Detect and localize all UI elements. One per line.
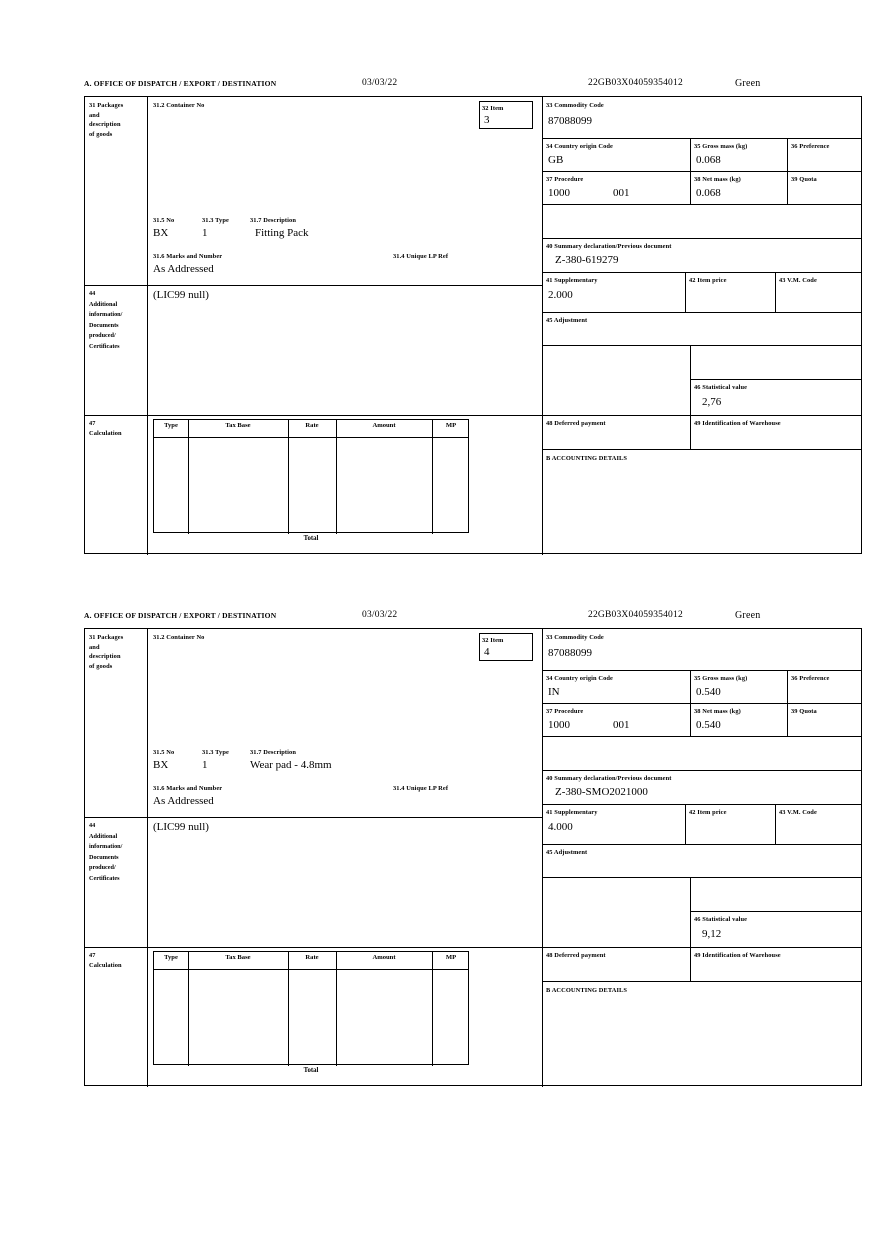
- package-description-label: 31.7 Description: [250, 749, 296, 756]
- line-box45-bottom: [542, 877, 862, 878]
- calc-col-amount: Amount: [372, 422, 396, 429]
- box39-label: 39 Quota: [791, 708, 817, 715]
- box33-label: 33 Commodity Code: [546, 102, 604, 109]
- office-of-dispatch-label: A. OFFICE OF DISPATCH / EXPORT / DESTINATION: [84, 79, 277, 88]
- calculation-total-label: Total: [303, 1067, 319, 1074]
- box45-label: 45 Adjustment: [546, 849, 588, 856]
- box35-value: 0.540: [696, 686, 721, 698]
- box34-label: 34 Country origin Code: [546, 143, 613, 150]
- box46-value: 9,12: [702, 928, 722, 940]
- package-type-label: 31.3 Type: [202, 749, 229, 756]
- box44-value: (LIC99 null): [153, 821, 209, 833]
- line-box40-bottom: [542, 272, 862, 273]
- box32-item: [479, 101, 533, 129]
- box42-label: 42 Item price: [689, 809, 727, 816]
- divider-box48-49: [690, 947, 691, 981]
- package-description-value: Wear pad - 4.8mm: [250, 759, 332, 771]
- divider-box46-left: [690, 345, 691, 415]
- dotted-divider-box46: [542, 877, 543, 947]
- box32-label: 32 Item: [482, 105, 504, 112]
- dotted-divider-box46: [542, 345, 543, 415]
- box46-label: 46 Statistical value: [694, 384, 748, 391]
- line-box31-bottom: [85, 817, 542, 818]
- calc-col-rate: Rate: [305, 422, 319, 429]
- box35-label: 35 Gross mass (kg): [694, 675, 748, 682]
- box40-label: 40 Summary declaration/Previous document: [546, 243, 672, 250]
- package-type-value: 1: [202, 227, 208, 239]
- box35-label: 35 Gross mass (kg): [694, 143, 748, 150]
- box36-label: 36 Preference: [791, 143, 830, 150]
- box43-label: 43 V.M. Code: [779, 277, 817, 284]
- box43-label: 43 V.M. Code: [779, 809, 817, 816]
- box44-label: 44 Additional information/ Documents produced/ Certificates: [89, 290, 123, 350]
- box49-label: 49 Identification of Warehouse: [694, 420, 781, 427]
- declaration-box: [84, 96, 862, 554]
- calc-divider-2: [288, 420, 289, 534]
- box37-label: 37 Procedure: [546, 176, 584, 183]
- box40-value: Z-380-SMO2021000: [555, 786, 648, 798]
- declaration-date: 03/03/22: [362, 78, 398, 88]
- box32-value: 3: [484, 113, 490, 126]
- movement-reference-number: 22GB03X04059354012: [588, 610, 683, 620]
- calculation-total-label: Total: [303, 535, 319, 542]
- package-description-value: Fitting Pack: [255, 227, 309, 239]
- package-no-label: 31.5 No: [153, 217, 175, 224]
- status-badge: Green: [735, 78, 761, 89]
- box44-value: (LIC99 null): [153, 289, 209, 301]
- divider-left-column: [147, 629, 148, 963]
- status-badge: Green: [735, 610, 761, 621]
- box48-label: 48 Deferred payment: [546, 952, 606, 959]
- calc-divider-1: [188, 952, 189, 1066]
- divider-box47-left: [147, 415, 148, 555]
- box31-label: 31 Packages and description of goods: [89, 102, 124, 138]
- movement-reference-number: 22GB03X04059354012: [588, 78, 683, 88]
- box37-value-additional: 001: [613, 719, 630, 731]
- divider-box41-42: [685, 804, 686, 844]
- box47-label: 47 Calculation: [89, 952, 122, 969]
- line-box48-bottom: [542, 981, 862, 982]
- unique-lp-ref-label: 31.4 Unique LP Ref: [393, 253, 449, 260]
- box37-value-additional: 001: [613, 187, 630, 199]
- divider-box47-right: [542, 947, 543, 1087]
- line-box40-bottom: [542, 804, 862, 805]
- package-type-value: 1: [202, 759, 208, 771]
- box33-value: 87088099: [548, 115, 592, 127]
- boxB-label: B ACCOUNTING DETAILS: [546, 987, 628, 994]
- form-header: [84, 610, 862, 628]
- box32-item: [479, 633, 533, 661]
- customs-declaration-form-2: [84, 610, 862, 1086]
- box37-value-procedure: 1000: [548, 187, 570, 199]
- line-box46-top: [690, 911, 862, 912]
- box41-label: 41 Supplementary: [546, 277, 598, 284]
- box34-label: 34 Country origin Code: [546, 675, 613, 682]
- divider-box47-left: [147, 947, 148, 1087]
- box34-value: IN: [548, 686, 560, 698]
- box46-label: 46 Statistical value: [694, 916, 748, 923]
- customs-declaration-form-1: [84, 78, 862, 554]
- divider-box48-49: [690, 415, 691, 449]
- box49-label: 49 Identification of Warehouse: [694, 952, 781, 959]
- divider-box42-43: [775, 804, 776, 844]
- declaration-date: 03/03/22: [362, 610, 398, 620]
- calc-divider-4: [432, 952, 433, 1066]
- calculation-header-row: [154, 420, 468, 438]
- box48-label: 48 Deferred payment: [546, 420, 606, 427]
- line-box40-top: [542, 770, 862, 771]
- line-box44-bottom: [85, 415, 862, 416]
- box32-label: 32 Item: [482, 637, 504, 644]
- box33-label: 33 Commodity Code: [546, 634, 604, 641]
- declaration-box: [84, 628, 862, 1086]
- calc-col-mp: MP: [445, 954, 457, 961]
- divider-box47-right: [542, 415, 543, 555]
- box32-value: 4: [484, 645, 490, 658]
- package-description-label: 31.7 Description: [250, 217, 296, 224]
- package-no-value: BX: [153, 227, 169, 239]
- box31-label: 31 Packages and description of goods: [89, 634, 124, 670]
- marks-number-label: 31.6 Marks and Number: [153, 253, 223, 260]
- calc-col-amount: Amount: [372, 954, 396, 961]
- line-box33-bottom: [542, 670, 862, 671]
- calculation-table: [153, 419, 469, 533]
- box38-label: 38 Net mass (kg): [694, 708, 741, 715]
- line-box34-bottom: [542, 703, 862, 704]
- line-box33-bottom: [542, 138, 862, 139]
- box39-label: 39 Quota: [791, 176, 817, 183]
- office-of-dispatch-label: A. OFFICE OF DISPATCH / EXPORT / DESTINATION: [84, 611, 277, 620]
- box46-value: 2,76: [702, 396, 722, 408]
- box36-label: 36 Preference: [791, 675, 830, 682]
- line-box31-bottom: [85, 285, 542, 286]
- box38-label: 38 Net mass (kg): [694, 176, 741, 183]
- calc-col-type: Type: [164, 954, 178, 961]
- package-type-label: 31.3 Type: [202, 217, 229, 224]
- box44-label: 44 Additional information/ Documents produced/ Certificates: [89, 822, 123, 882]
- calculation-header-row: [154, 952, 468, 970]
- line-box44-bottom: [85, 947, 862, 948]
- box41-label: 41 Supplementary: [546, 809, 598, 816]
- box40-label: 40 Summary declaration/Previous document: [546, 775, 672, 782]
- calc-col-tax-base: Tax Base: [225, 422, 251, 429]
- box37-value-procedure: 1000: [548, 719, 570, 731]
- box38-value: 0.068: [696, 187, 721, 199]
- line-box41-bottom: [542, 844, 862, 845]
- calculation-table: [153, 951, 469, 1065]
- divider-left-column: [147, 97, 148, 431]
- box33-value: 87088099: [548, 647, 592, 659]
- unique-lp-ref-label: 31.4 Unique LP Ref: [393, 785, 449, 792]
- line-box37-bottom: [542, 736, 862, 737]
- line-box48-bottom: [542, 449, 862, 450]
- form-header: [84, 78, 862, 96]
- line-box46-top: [690, 379, 862, 380]
- package-no-label: 31.5 No: [153, 749, 175, 756]
- line-box37-bottom: [542, 204, 862, 205]
- package-no-value: BX: [153, 759, 169, 771]
- container-no-label: 31.2 Container No: [153, 102, 205, 109]
- marks-number-label: 31.6 Marks and Number: [153, 785, 223, 792]
- box35-value: 0.068: [696, 154, 721, 166]
- boxB-label: B ACCOUNTING DETAILS: [546, 455, 628, 462]
- line-box41-bottom: [542, 312, 862, 313]
- container-no-label: 31.2 Container No: [153, 634, 205, 641]
- box42-label: 42 Item price: [689, 277, 727, 284]
- calc-col-rate: Rate: [305, 954, 319, 961]
- box47-label: 47 Calculation: [89, 420, 122, 437]
- marks-number-value: As Addressed: [153, 795, 214, 807]
- box38-value: 0.540: [696, 719, 721, 731]
- calc-col-tax-base: Tax Base: [225, 954, 251, 961]
- calc-divider-2: [288, 952, 289, 1066]
- box41-value: 4.000: [548, 821, 573, 833]
- divider-box41-42: [685, 272, 686, 312]
- box37-label: 37 Procedure: [546, 708, 584, 715]
- line-box34-bottom: [542, 171, 862, 172]
- box41-value: 2.000: [548, 289, 573, 301]
- divider-box42-43: [775, 272, 776, 312]
- calc-col-mp: MP: [445, 422, 457, 429]
- box45-label: 45 Adjustment: [546, 317, 588, 324]
- calc-divider-4: [432, 420, 433, 534]
- calc-divider-1: [188, 420, 189, 534]
- calc-divider-3: [336, 420, 337, 534]
- box40-value: Z-380-619279: [555, 254, 619, 266]
- line-box40-top: [542, 238, 862, 239]
- box34-value: GB: [548, 154, 564, 166]
- divider-box46-left: [690, 877, 691, 947]
- calc-divider-3: [336, 952, 337, 1066]
- line-box45-bottom: [542, 345, 862, 346]
- calc-col-type: Type: [164, 422, 178, 429]
- marks-number-value: As Addressed: [153, 263, 214, 275]
